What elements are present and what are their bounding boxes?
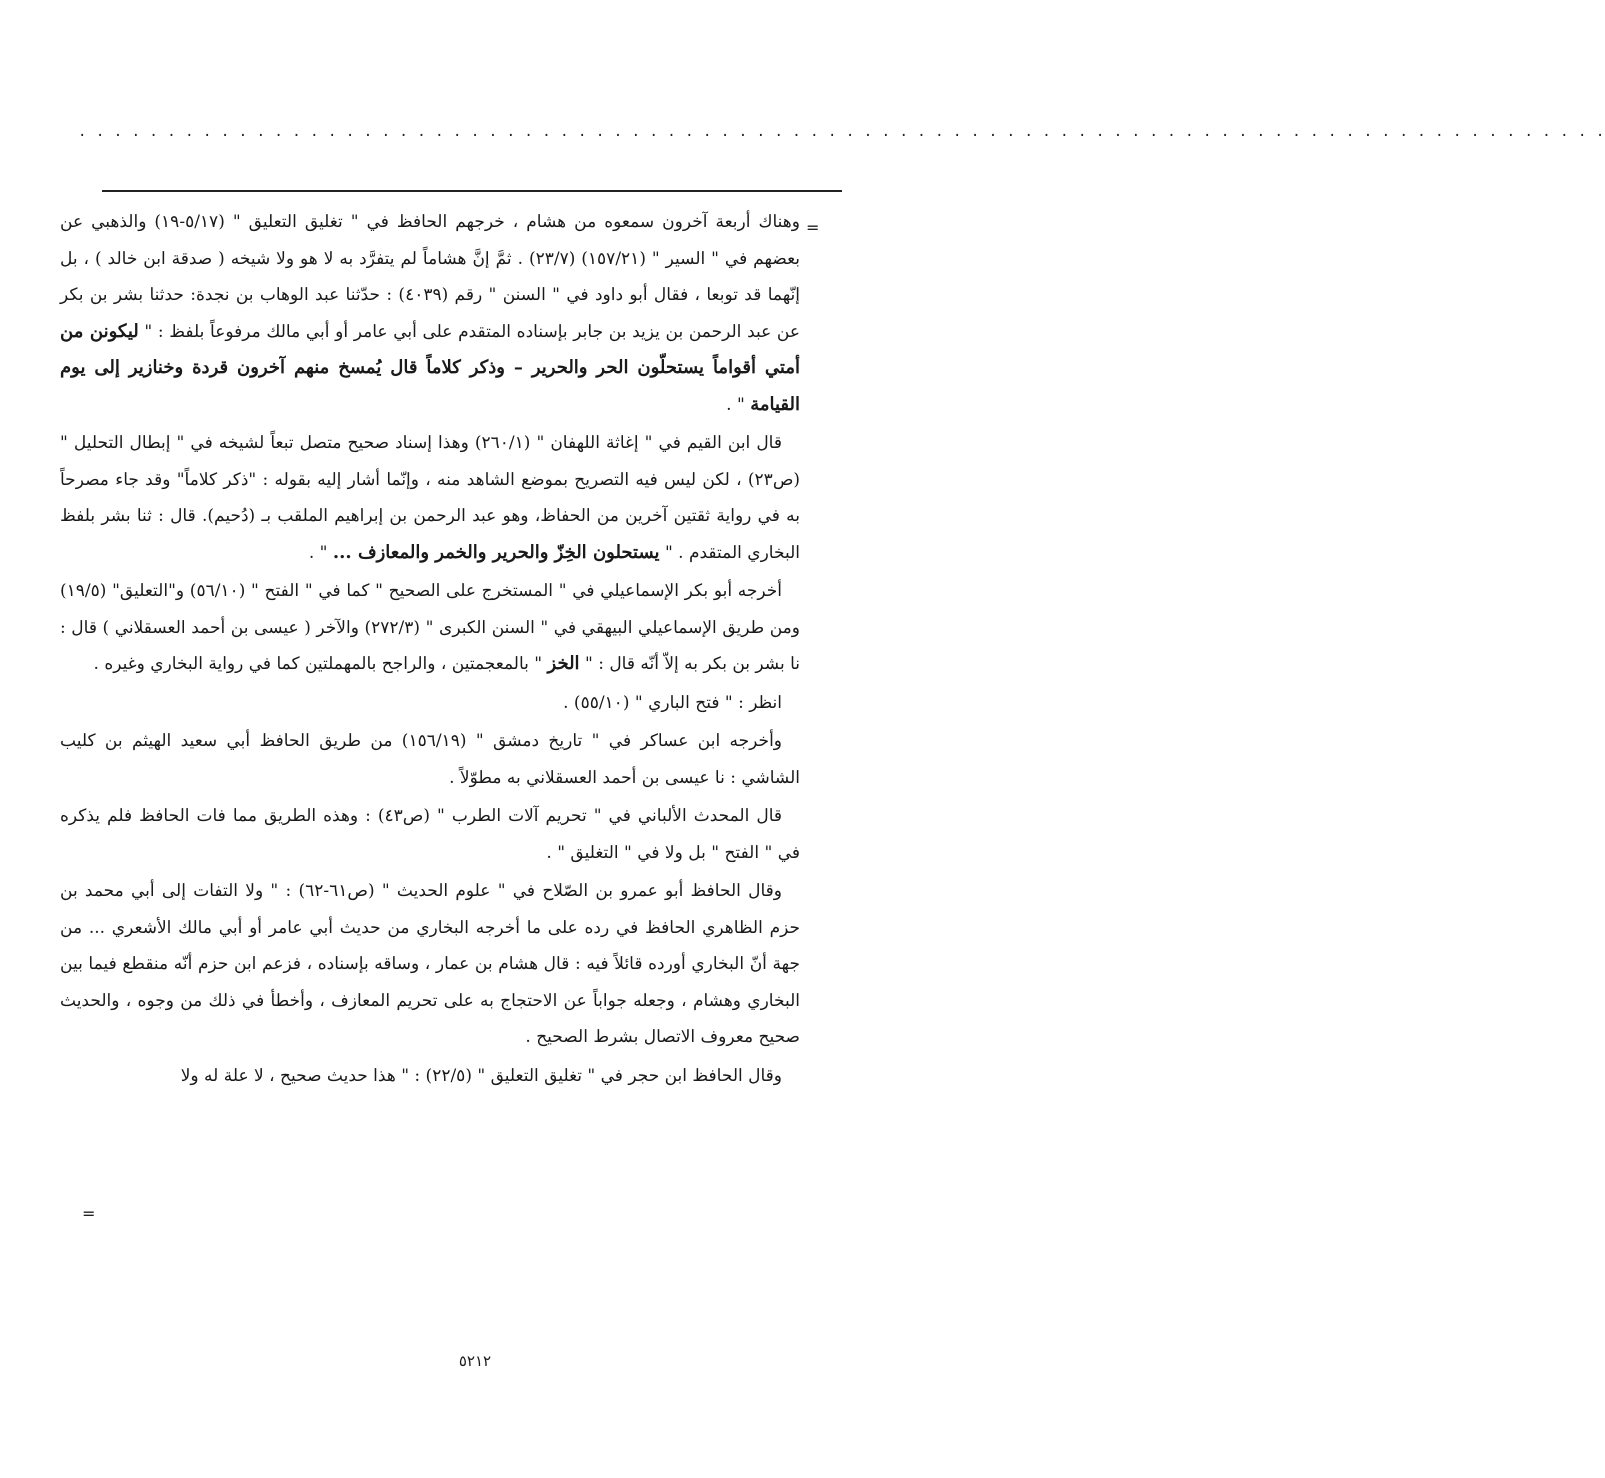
page-number: ٥٢١٢ [458,1352,492,1370]
paragraph: قال المحدث الألباني في " تحريم آلات الطرب " (ص٤٣) : وهذه الطريق مما فات الحافظ فلم يذكره في " الفتح " بل ولا في " التغليق " . [60,806,800,863]
paragraph: وأخرجه ابن عساكر في " تاريخ دمشق " (١٥٦/١٩) من طريق الحافظ أبي سعيد الهيثم بن كليب الشاشي : نا عيسى بن أحمد العسقلاني به مطوّلاً . [60,731,800,788]
continuation-mark-bottom: = [82,1204,96,1223]
footnote-rule [102,190,842,192]
paragraph: قال ابن القيم في " إغاثة اللهفان " (٢٦٠/١) وهذا إسناد صحيح متصل تبعاً لشيخه في " إبطال التحليل " (ص٢٣) ، لكن ليس فيه التصريح بموضع الشاهد منه ، وإنّما أشار إليه بقوله : "ذكر كلاماً" وقد جاء مصرحاً به في رواية ثقتين آخرين من الحفاظ، وهو عبد الرحمن بن إبراهيم الملقب بـ (دُحيم). قال : ثنا بشر بلفظ البخاري المتقدم . " يستحلون الخِزّ والحرير والخمر والمعازف ... " . [60,433,800,563]
paragraph: وقال الحافظ ابن حجر في " تغليق التعليق " (٢٢/٥) : " هذا حديث صحيح ، لا علة له ولا [180,1065,782,1086]
paragraph: أخرجه أبو بكر الإسماعيلي في " المستخرج على الصحيح " كما في " الفتح " (٥٦/١٠) و"التعليق" (١٩/٥) ومن طريق الإسماعيلي البيهقي في " السنن الكبرى " (٢٧٢/٣) والآخر ( عيسى بن أحمد العسقلاني ) قال : نا بشر بن بكر به إلاّ أنّه قال : " الخز " بالمعجمتين ، والراجح بالمهملتين كما في رواية البخاري وغيره . [60,581,800,674]
hadith-quote: الخز [547,653,580,674]
hadith-quote: ليكونن من أمتي أقواماً يستحلّون الحر والحرير – وذكر كلاماً قال يُمسخ منهم آخرون قردة وخنازير إلى يوم القيامة [60,320,800,415]
paragraph: انظر : " فتح الباري " (٥٥/١٠) . [563,692,782,713]
hadith-quote: يستحلون الخِزّ والحرير والخمر والمعازف ... [332,541,660,563]
dotted-separator: . . . . . . . . . . . . . . . . . . . . . . . . . . . . . . . . . . . . . . . . . . . . . . . . . . . . . . . . . . . . . . . . . . . . . . . . . . . . . . . . . . . . . . [78,124,1605,140]
paragraph: وقال الحافظ أبو عمرو بن الصّلاح في " علوم الحديث " (ص٦١-٦٢) : " ولا التفات إلى أبي محمد بن حزم الظاهري الحافظ في رده على ما أخرجه البخاري من حديث أبي عامر أو أبي مالك الأشعري ... من جهة أنّ البخاري أورده قائلاً فيه : قال هشام بن عمار ، وساقه بإسناده ، فزعم ابن حزم أنّه منقطع فيما بين البخاري وهشام ، وجعله جواباً عن الاحتجاج به على تحريم المعازف ، وأخطأ في ذلك من وجوه ، والحديث صحيح معروف الاتصال بشرط الصحيح . [60,881,800,1047]
continuation-mark-top: = [806,218,820,237]
footnote-body [60,204,800,1096]
paragraph: وهناك أربعة آخرون سمعوه من هشام ، خرجهم الحافظ في " تغليق التعليق " (٥/١٧-١٩) والذهبي عن بعضهم في " السير " (١٥٧/٢١) (٢٣/٧) . ثمَّ إنَّ هشاماً لم يتفرَّد به لا هو ولا شيخه ( صدقة ابن خالد ) ، بل إنّهما قد توبعا ، فقال أبو داود في " السنن " رقم (٤٠٣٩) : حدّثنا عبد الوهاب بن نجدة: حدثنا بشر بن بكر عن عبد الرحمن بن يزيد بن جابر بإسناده المتقدم على أبي عامر أو أبي مالك مرفوعاً بلفظ : " ليكونن من أمتي أقواماً يستحلّون الحر والحرير – وذكر كلاماً قال يُمسخ منهم آخرون قردة وخنازير إلى يوم القيامة " . [60,212,801,415]
